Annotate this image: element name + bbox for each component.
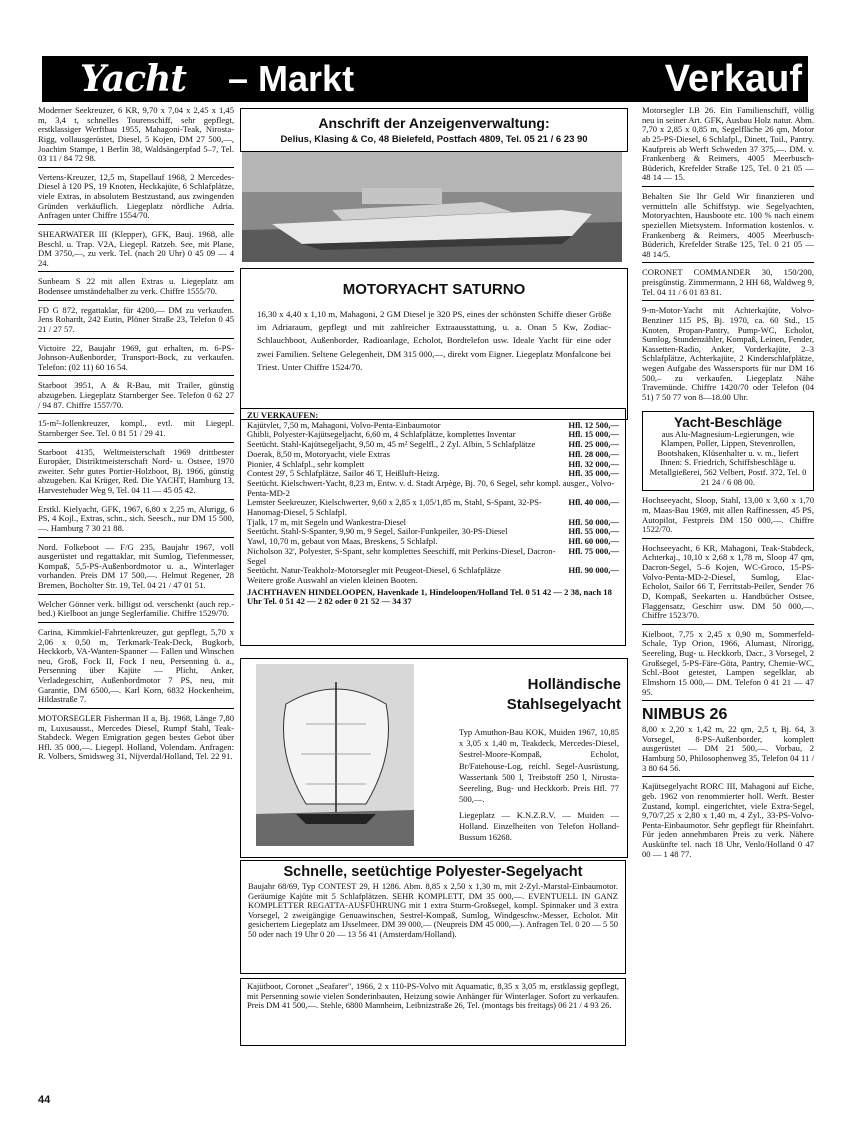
verkaufen-item-text: Seetücht. Natur-Teakholz-Motorsegler mit Peugeot-Diesel, 6 Schlafplätze [247, 565, 501, 576]
left-column [38, 106, 234, 770]
holland-title-line1: Holländische [527, 676, 621, 693]
nimbus-text: 8,00 x 2,20 x 1,42 m, 22 qm, 2,5 t, Bj. 64, 3 Vorsegel, 8-PS-Außenborder, komplett ausgerüstet — DM 21 500,—. Vorbau, 2 Hamburg 50, Philosophenweg 35, Telefon 04 11 / 3 80 64 56. [642, 724, 814, 773]
verkaufen-item [247, 576, 619, 586]
beschlaege-text: aus Alu-Magnesium-Legierungen, wie Klampen, Poller, Lippen, Stevenrollen, Bootshaken, Klüsenhalter u. v. m., liefert Ihnen: S. Friedrich, Schiffsbeschläge u. Metallgießerei, 562 Velbert, Postf. 372, Tel. 0 21 24 / 6 08 00. [649, 428, 807, 487]
banner-verkauf: Verkauf [664, 58, 802, 100]
classified-ad: Welcher Gönner verk. billigst od. verschenkt (auch rep.-bed.) Kielboot an junge Seglerfamilie. Chiffre 1529/70. [38, 600, 234, 623]
verkaufen-item-price: Hfl. 75 000,— [568, 545, 619, 556]
address-box [240, 108, 628, 152]
right-column [642, 106, 814, 867]
verkaufen-item-text: Doerak, 8,50 m, Motoryacht, viele Extras [247, 448, 390, 459]
classified-ad: Vertens-Kreuzer, 12,5 m, Stapellauf 1968, 2 Mercedes-Diesel à 120 PS, 19 Knoten, Heckkajüte, 6 Schlafplätze, viele Extras, in absolutem Bestzustand, aus zwingenden Gründen verkäuflich. Liegeplatz nördliche Adria. Anfragen unter Chiffre 1554/70. [38, 173, 234, 225]
verkaufen-item-text: Contest 29', 5 Schlafplätze, Sailor 46 T, Heißluft-Heizg. [247, 468, 440, 479]
address-title: Anschrift der Anzeigenverwaltung: [318, 115, 550, 131]
verkaufen-heading: ZU VERKAUFEN: [247, 410, 319, 420]
verkaufen-item-price: Hfl. 50 000,— [568, 516, 619, 527]
verkaufen-item-text: Seetücht. Kielschwert-Yacht, 8,23 m, Entw. v. d. Stadt Arpège, Bj. 70, 6 Segel, sehr kompl. ausger., Volvo-Penta-MD-2 [247, 477, 615, 498]
banner-markt: – Markt [228, 58, 355, 99]
verkaufen-item-price: Hfl. 90 000,— [568, 565, 619, 576]
sailboat-photo [256, 664, 414, 846]
classified-ad: Hochseeyacht, 6 KR, Mahagoni, Teak-Stabdeck, Achterkaj., 10,10 x 2,68 x 1,78 m, Sloop 47 qm, Dacron-Segel, 5–6 Kojen, WC-Groco, 15-PS-Volvo-Penta-MD-2-Diesel, Sumlog, Elac-Echolot, Sailor 66 T, Ferritstab-Peiler, Sender 76 D, Kompaß, Seekarten u. Handbücher Ostsee, Flaggensatz, Geschirr usw. DM 50 000,—. Chiffre 1523/70. [642, 544, 814, 625]
holland-title-line2: Stahlsegelyacht [506, 695, 621, 713]
verkaufen-item-text: Seetücht. Stahl-Kajütsegeljacht, 9,50 m, 45 m² Segelfl., 2 Zyl. Albin, 5 Schlafplätze [247, 439, 536, 450]
saturno-title: MOTORYACHT SATURNO [342, 281, 526, 298]
classified-ad: Carina, Kimmkiel-Fahrtenkreuzer, gut gepflegt, 5,70 x 2,06 x 0,50 m, Terkmark-Teak-Deck, Bugkorb, Heckkorb, VA-Wanten-Spanner — Fallen und Winschen neu, Groß, Fock II, Fock I neu, Persenning ü. a., Persenning über Kajüte — Plicht, Anker, Verladegeschirr, Außenbordmotor 7 PS, neu, mit Garantie, DM 6500,—. Karl Korn, 6832 Hockenheim, Hildastraße 7. [38, 628, 234, 709]
verkaufen-item-text: Pionier, 4 Schlafpl., sehr komplett [247, 458, 365, 469]
address-line: Delius, Klasing & Co, 48 Bielefeld, Postfach 4809, Tel. 05 21 / 6 23 90 [280, 134, 588, 145]
verkaufen-item-text: Yawl, 10,70 m, gebaut von Maas, Breskens, 5 Schlafpl. [247, 536, 438, 547]
holland-text [459, 727, 619, 843]
verkaufen-item-price: Hfl. 60 000,— [568, 536, 619, 547]
classified-ad: MOTORSEGLER Fisherman II a, Bj. 1968, Länge 7,80 m, Luxusausst., Mercedes Diesel, Rumpf Stahl, Teak-Stabdeck. Wegen Emigration gegen bestes Gebot über Hfl. 35 000,—. Liegepl. Holland, Volendam. Anfragen: R. Volbers, Smidsweg 31, Nijverdal/Holland, Tel. 22 91. [38, 712, 234, 762]
verkaufen-item-text: Tjalk, 17 m, mit Segeln und Wankestra-Diesel [247, 516, 407, 527]
verkaufen-footer: JACHTHAVEN HINDELOOPEN, Havenkade 1, Hindeloopen/Holland Tel. 0 51 42 — 2 38, nach 18 Uhr Tel. 0 51 42 — 2 82 oder 0 21 52 — 34 37 [247, 586, 612, 607]
classified-ad: Sunbeam S 22 mit allen Extras u. Liegeplatz am Bodensee umständehalber zu verk. Chiffre 1555/70. [38, 277, 234, 300]
verkaufen-item-price: Hfl. 40 000,— [568, 497, 619, 508]
verkaufen-item-price: Hfl. 12 500,— [568, 419, 619, 430]
contest-ad [240, 860, 626, 974]
contest-title: Schnelle, seetüchtige Polyester-Segelyacht [283, 864, 583, 880]
verkaufen-item-price: Hfl. 25 000,— [568, 439, 619, 450]
holland-description: Typ Amuthon-Bau KOK, Muiden 1967, 10,85 x 3,05 x 1,40 m, Teakdeck, Mercedes-Diesel, Sestrel-Moore-Kompaß, Echolot, Br/Fatehouse-Log, reichl. Segel-Ausrüstung, Wassertank 500 l, Treibstoff 250 l, Nirosta-Seereling, Bug- und Heckkorb. Preis Hfl. 77 500,—. [459, 727, 619, 805]
classified-ad: Nord. Folkeboot — F/G 235, Baujahr 1967, voll ausgerüstet und regattaklar, mit Sumlog, Tiefenmesser, Kompaß, 5,5-PS-Außenbordmotor u. a., Winterlager vorhanden. Preis DM 17 500,—. Helmut Regener, 28 Bremen, Bocholter Str. 19, Tel. 04 21 / 47 01 51. [38, 543, 234, 595]
coronet-ad [240, 978, 626, 1046]
section-banner [42, 56, 808, 102]
verkaufen-list [247, 421, 619, 586]
beschlaege-title: Yacht-Beschläge [673, 414, 783, 430]
classified-ad: Moderner Seekreuzer, 6 KR, 9,70 x 7,04 x 2,45 x 1,45 m, 3,4 t, schnelles Tourenschiff, sehr gepflegt, erstklassiger Werftbau 1955, Mahagoni-Teak, Nirosta-Rigg, vollausgerüstet, Diesel, 5 Kojen, DM 27 500,—, Joachim Stampe, 1 Berlin 38, Waldsängerpfad 5–7, Tel. 03 11 / 84 72 98. [38, 106, 234, 168]
verkaufen-item-price: Hfl. 15 000,— [568, 429, 619, 440]
nimbus-ad [642, 706, 814, 777]
classified-ad: Kielboot, 7,75 x 2,45 x 0,90 m, Sommerfeld-Schale, Typ Orion, 1966, Alumast, Nirorigg, Seereling, Bug- u. Heckkorb, Dacr., 3 Vorsegel, 2 Großsegel, 5-PS-Färe-Göta, Pantry, Chemie-WC, Schl.-Boot getestet, Lampen segelklar, ab Elmshorn 15 000,— DM. Telefon 0 41 21 — 47 95. [642, 630, 814, 701]
verkaufen-item [247, 547, 619, 566]
classified-ad: Victoire 22, Baujahr 1969, gut erhalten, m. 6-PS-Johnson-Außenborder, Transport-Bock, zu verkaufen. Telefon: (02 11) 60 16 54. [38, 344, 234, 377]
classified-ad: Starboot 3951, A & R-Bau, mit Trailer, günstig abzugeben. Liegeplatz Starnberger See. Telefon 0 62 27 / 94 87. Chiffre 1557/70. [38, 381, 234, 414]
verkaufen-item-price: Hfl. 35 000,— [568, 468, 619, 479]
classified-ad: FD G 872, regattaklar, für 4200,— DM zu verkaufen. Jens Rohardt, 242 Eutin, Plöner Straße 23, Telefon 0 45 21 / 27 57. [38, 306, 234, 339]
verkaufen-item-text: Weitere große Auswahl an vielen kleinen Booten. [247, 574, 418, 585]
zu-verkaufen-box [240, 408, 626, 646]
page-number: 44 [38, 1094, 51, 1106]
classified-ad: Kajütsegelyacht RORC III, Mahagoni auf Eiche, geb. 1962 von renommierter holl. Werft. Bester Zustand, kompl. eingerichtet, viele Extra-Segel, 9,70/7,25 x 2,80 x 1,40 m, 4 Zyl., 33-PS-Volvo-Penta-Einbaumotor. Sehr gepflegt für Rheinfahrt. Für jeden annehmbaren Preis zu verk. Nähere Auskünfte tel. nach 18 Uhr, Venlo/Holland 0 47 00 — 1 48 77. [642, 781, 814, 859]
verkaufen-item-text: Lemster Seekreuzer, Kielschwerter, 9,60 x 2,85 x 1,05/1,85 m, Stahl, S-Spant, 32-PS-Hanomag-Diesel, 5 Schlafpl. [247, 497, 542, 518]
verkaufen-item [247, 479, 619, 498]
verkaufen-item-text: Seetücht. Stahl-S-Spanter, 9,90 m, 9 Segel, Sailor-Funkpeiler, 30-PS-Diesel [247, 526, 508, 537]
yacht-logo: Yacht [80, 58, 186, 100]
classified-ad: Starboot 4135, Weltmeisterschaft 1969 drittbester Europäer, Distriktmeisterschaft Nord- u. Ostsee, 1970 zweiter. Sehr gutes Portier-Holzboot, Bj. 1966, günstig abzugeben. Kai Krüger, Red. Die YACHT, Hamburg 13, Harvestehuder Weg 9, Tel. 04 11 — 45 05 42. [38, 448, 234, 500]
classified-ad: SHEARWATER III (Klepper), GFK, Bauj. 1968, alle Beschl. u. Trap. V2A, Liegepl. Ratzeb. See, mit Plane, DM 3750,—, zu verk. Tel. (nach 20 Uhr) 0 45 09 — 4 24. [38, 230, 234, 273]
verkaufen-item-price: Hfl. 55 000,— [568, 526, 619, 537]
classified-ad: 15-m²-Jollenkreuzer, kompl., evtl. mit Liegepl. Starnberger See. Tel. 0 81 51 / 29 41. [38, 419, 234, 442]
holland-title [461, 675, 621, 714]
classified-ad: Hochseeyacht, Sloop, Stahl, 13,00 x 3,60 x 1,70 m, Maas-Bau 1969, mit allen Raffinessen, 45 PS, Autopilot, Festpreis DM 150 000,—. Chiffre 1522/70. [642, 496, 814, 539]
verkaufen-item-text: Kajütvlet, 7,50 m, Mahagoni, Volvo-Penta-Einbaumotor [247, 419, 441, 430]
classified-ad: 9-m-Motor-Yacht mit Achterkajüte, Volvo-Benziner 115 PS, Bj. 1970, ca. 60 Std., 15 Knoten, Propan-Pantry, Pump-WC, Echolot, Sumlog, Stundenzähler, Kompaß, Leinen, Fender, Kassetten-Radio, Anker, Vorderkajüte, 2–3 Schlafplätze, Achterkajüte, 2 Kinderschlafplätze, wegen Aufgabe des Wassersports für nur DM 16 500,– zu verkaufen. Liegeplatz Nähe Travemünde. Chiffre 1420/70 oder Telefon (04 51) 7 50 77 von 8—18.00 Uhr. [642, 305, 814, 402]
verkaufen-item-price: Hfl. 32 000,— [568, 458, 619, 469]
classified-ad: Behalten Sie Ihr Geld Wir finanzieren und vermitteln alle Schiffstyp. wie Segelyachten, Motoryachten, Hausboote etc. 100 % nach einem speziellen Mietsystem. Information kostenlos. v. Frankenberg & Reimers, 4005 Meerbusch-Büderich, Krefelder Straße 125, Tel. 0 21 05 — 48 14/5. [642, 192, 814, 263]
motoryacht-photo [242, 152, 622, 262]
saturno-ad [240, 268, 628, 420]
verkaufen-item-text: Ghibli, Polyester-Kajütsegeljacht, 6,60 m, 4 Schlafplätze, komplettes Inventar [247, 429, 516, 440]
classified-ad: Motorsegler LB 26. Ein Familienschiff, völlig neu in seiner Art. GFK, Ausbau Holz natur. Abm. 7,70 x 2,85 x 0,85 m, Segelfläche 26 qm, Motor ab 25-PS-Diesel, 6 Schlafpl., Dinett, Toil., Pantry. Kaufpreis ab Werft Schweden 37 375,—. DM. v. Frankenberg & Reimers, 4005 Meerbusch-Büderich, Krefelder Straße 125, Tel. 0 21 05 — 48 14 — 15. [642, 106, 814, 187]
classified-ad: Erstkl. Kielyacht, GFK, 1967, 6,80 x 2,25 m, Alurigg, 6 PS, 4 Kojl., Extras, schn., sich. Seesch., nur DM 15 500,—. Hamburg 7 30 21 88. [38, 505, 234, 538]
verkaufen-item-text: Nicholson 32', Polyester, S-Spant, sehr komplettes Seeschiff, mit Perkins-Diesel, Dacron-Segel [247, 545, 556, 566]
verkaufen-item-price: Hfl. 28 000,— [568, 448, 619, 459]
saturno-text: 16,30 x 4,40 x 1,10 m, Mahagoni, 2 GM Diesel je 320 PS, eines der schönsten Schiffe dieser Größe im Adriaraum, gepflegt und mit zahlreicher Extraausstattung, u. a. Onan 5 Kw, Zodiac-Schlauchboot, Außenborder, Radioanlage, Echolot, Bordtelefon usw. Ideale Yacht für eine oder zwei Familien. Seltene Gelegenheit, DM 315 000,—, direkt vom Eigner. Liegeplatz Monfalcone bei Triest. Unter Chiffre 1524/70. [257, 309, 611, 372]
verkaufen-item [247, 498, 619, 517]
classified-ad: CORONET COMMANDER 30, 150/200, preisgünstig. Zimmermann, 2 HH 68, Waldweg 9, Tel. 04 11 / 6 01 83 81. [642, 268, 814, 301]
coronet-text: Kajütboot, Coronet „Seafarer", 1966, 2 x 110-PS-Volvo mit Aquamatic, 8,35 x 3,05 m, erstklassig gepflegt, mit Persenning sowie vielen Sonderinbauten, Heizung sowie Anhänger für Winterlager. Sofort zu verkaufen. Preis DM 41 500,—. Stehle, 6800 Mannheim, Leibnizstraße 26, Tel. (montags bis freitags) 06 21 / 4 93 26. [247, 981, 619, 1011]
beschlaege-box [642, 411, 814, 492]
contest-text: Baujahr 68/69, Typ CONTEST 29, H 1286. Abm. 8,85 x 2,50 x 1,30 m, mit 2-Zyl.-Marstal-Einbaumotor. Geräumige Kajüte mit 5 Schlafplätzen. SEHR KOMPLETT, DM 35 000,—. EVENTUELL IN GANZ KOMPLETTER REGATTA-AUSFÜHRUNG mit 1 extra Sturm-Großsegel, kompl. Spinnaker und 3 extra Vorsegel, 2 zweigängige Genuawinschen, Sestrel-Kompaß, Sumlog, Windgeschw.-Messer, Echolot. Mit gesichertem Liegeplatz am IJsselmeer. DM 39 000,— (Neupreis DM 45 000,—). Anfragen Tel. 0 20 — 5 50 50 oder nach 19 Uhr 0 20 — 13 56 41 (Amsterdam/Holland). [248, 881, 618, 939]
nimbus-title: NIMBUS 26 [642, 706, 728, 724]
holland-liegeplatz: Liegeplatz — K.N.Z.R.V. — Muiden — Holland. Einzelheiten von Telefon Holland-Bussum 16268. [459, 809, 619, 842]
